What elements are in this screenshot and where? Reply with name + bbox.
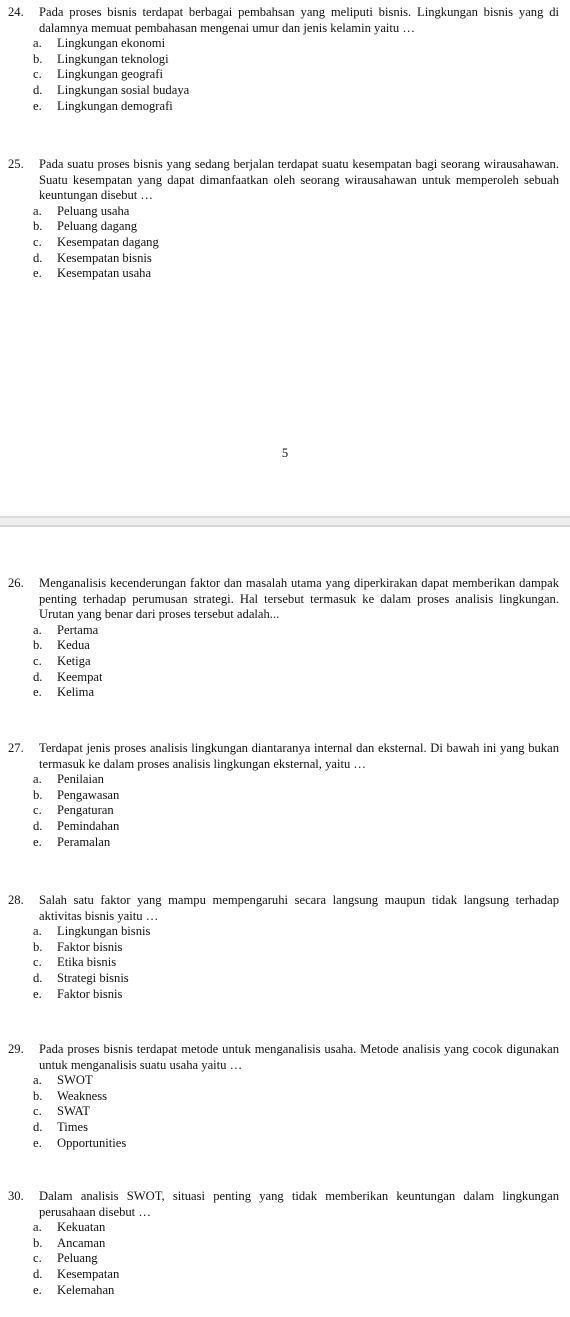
option-item <box>33 788 570 804</box>
option-item <box>33 638 570 654</box>
option-item <box>33 819 570 835</box>
option-list <box>0 623 570 701</box>
option-text: Kedua <box>57 638 90 653</box>
option-letter: e. <box>33 98 42 113</box>
option-letter: d. <box>33 250 43 265</box>
option-item <box>33 1283 570 1299</box>
option-text: Peluang <box>57 1251 98 1266</box>
question-24 <box>0 5 570 114</box>
question-text: Pada proses bisnis terdapat metode untuk menganalisis usaha. Metode analisis yang cocok digunakan untuk menganalisis suatu usaha yaitu … <box>39 1042 559 1072</box>
page-break-divider <box>0 516 570 529</box>
option-letter: b. <box>33 787 43 802</box>
option-item <box>33 67 570 83</box>
option-text: Etika bisnis <box>57 955 117 970</box>
option-text: Pemindahan <box>57 818 120 833</box>
option-letter: a. <box>33 203 42 218</box>
question-text: Salah satu faktor yang mampu mempengaruhi secara langsung maupun tidak langsung terhadap aktivitas bisnis yaitu … <box>39 893 559 923</box>
option-item <box>33 83 570 99</box>
option-letter: c. <box>33 1104 42 1119</box>
option-text: Ketiga <box>57 653 91 668</box>
option-item <box>33 772 570 788</box>
option-text: Peramalan <box>57 834 111 849</box>
option-letter: d. <box>33 1119 43 1134</box>
option-text: Peluang usaha <box>57 203 130 218</box>
option-text: Lingkungan geografi <box>57 67 163 82</box>
option-item <box>33 987 570 1003</box>
question-25 <box>0 157 570 282</box>
question-26 <box>0 576 570 701</box>
option-item <box>33 670 570 686</box>
option-letter: a. <box>33 924 42 939</box>
option-letter: b. <box>33 1235 43 1250</box>
option-item <box>33 1104 570 1120</box>
question-text: Menganalisis kecenderungan faktor dan masalah utama yang diperkirakan dapat memberikan dampak penting terhadap perumusan strategi. Hal tersebut termasuk ke dalam proses analisis lingkungan. Urutan yang benar dari proses tersebut adalah... <box>39 576 559 622</box>
option-text: Opportunities <box>57 1135 127 1150</box>
option-text: Kesempatan bisnis <box>57 250 152 265</box>
option-letter: b. <box>33 1088 43 1103</box>
option-text: Lingkungan ekonomi <box>57 36 166 51</box>
option-text: Weakness <box>57 1088 108 1103</box>
question-29 <box>0 1042 570 1151</box>
option-text: Kelima <box>57 685 95 700</box>
option-letter: c. <box>33 955 42 970</box>
option-letter: b. <box>33 638 43 653</box>
option-item <box>33 1267 570 1283</box>
option-letter: c. <box>33 653 42 668</box>
option-letter: e. <box>33 1282 42 1297</box>
question-30 <box>0 1189 570 1298</box>
option-list <box>0 204 570 282</box>
page-number: 5 <box>281 446 289 460</box>
option-letter: e. <box>33 1135 42 1150</box>
option-letter: c. <box>33 234 42 249</box>
option-letter: d. <box>33 970 43 985</box>
option-letter: a. <box>33 622 42 637</box>
question-number: 29. <box>8 1042 24 1056</box>
option-letter: d. <box>33 818 43 833</box>
option-item <box>33 1120 570 1136</box>
option-item <box>33 803 570 819</box>
option-list <box>0 1073 570 1151</box>
option-item <box>33 99 570 115</box>
option-text: Kelemahan <box>57 1282 115 1297</box>
option-letter: e. <box>33 685 42 700</box>
option-text: Kesempatan dagang <box>57 234 159 249</box>
question-number: 26. <box>8 576 24 590</box>
option-letter: e. <box>33 266 42 281</box>
option-item <box>33 266 570 282</box>
option-list <box>0 36 570 114</box>
option-text: Faktor bisnis <box>57 939 123 954</box>
option-list <box>0 924 570 1002</box>
option-item <box>33 1136 570 1152</box>
option-text: Strategi bisnis <box>57 970 129 985</box>
option-letter: a. <box>33 1073 42 1088</box>
option-text: Peluang dagang <box>57 219 138 234</box>
question-number: 24. <box>8 5 24 19</box>
option-text: Kesempatan <box>57 1266 120 1281</box>
option-letter: b. <box>33 219 43 234</box>
option-item <box>33 251 570 267</box>
option-text: Ancaman <box>57 1235 106 1250</box>
option-text: Kekuatan <box>57 1220 106 1235</box>
question-text: Pada suatu proses bisnis yang sedang berjalan terdapat suatu kesempatan bagi seorang wirausahawan. Suatu kesempatan yang dapat dimanfaatkan oleh seorang wirausahawan untuk memperoleh sebuah keuntungan disebut … <box>39 157 559 203</box>
option-text: SWOT <box>57 1073 93 1088</box>
option-letter: d. <box>33 82 43 97</box>
option-letter: c. <box>33 1251 42 1266</box>
option-text: Pengawasan <box>57 787 120 802</box>
question-number: 28. <box>8 893 24 907</box>
question-number: 27. <box>8 741 24 755</box>
option-text: Pengaturan <box>57 803 114 818</box>
option-letter: d. <box>33 1266 43 1281</box>
option-list <box>0 1220 570 1298</box>
option-item <box>33 219 570 235</box>
option-letter: a. <box>33 772 42 787</box>
question-text: Terdapat jenis proses analisis lingkungan diantaranya internal dan eksternal. Di bawah ini yang bukan termasuk ke dalam proses analisis lingkungan eksternal, yaitu … <box>39 741 559 771</box>
option-text: Times <box>57 1119 89 1134</box>
option-text: Lingkungan demografi <box>57 98 173 113</box>
option-letter: c. <box>33 67 42 82</box>
option-item <box>33 955 570 971</box>
option-text: Keempat <box>57 669 103 684</box>
option-item <box>33 924 570 940</box>
option-item <box>33 1236 570 1252</box>
question-number: 25. <box>8 157 24 171</box>
option-letter: a. <box>33 36 42 51</box>
option-item <box>33 52 570 68</box>
option-text: Faktor bisnis <box>57 986 123 1001</box>
option-text: Lingkungan teknologi <box>57 51 169 66</box>
option-item <box>33 654 570 670</box>
option-letter: c. <box>33 803 42 818</box>
option-letter: e. <box>33 834 42 849</box>
option-item <box>33 623 570 639</box>
option-text: Pertama <box>57 622 99 637</box>
option-text: Kesempatan usaha <box>57 266 152 281</box>
option-item <box>33 204 570 220</box>
option-item <box>33 940 570 956</box>
option-item <box>33 1089 570 1105</box>
option-letter: d. <box>33 669 43 684</box>
option-letter: a. <box>33 1220 42 1235</box>
option-item <box>33 36 570 52</box>
option-letter: b. <box>33 51 43 66</box>
option-text: Penilaian <box>57 772 104 787</box>
option-letter: e. <box>33 986 42 1001</box>
option-text: Lingkungan sosial budaya <box>57 82 190 97</box>
option-item <box>33 685 570 701</box>
option-text: SWAT <box>57 1104 90 1119</box>
option-item <box>33 235 570 251</box>
question-number: 30. <box>8 1189 24 1203</box>
option-item <box>33 971 570 987</box>
question-text: Dalam analisis SWOT, situasi penting yang tidak memberikan keuntungan dalam lingkungan perusahaan disebut … <box>39 1189 559 1219</box>
question-text: Pada proses bisnis terdapat berbagai pembahsan yang meliputi bisnis. Lingkungan bisnis yang di dalamnya memuat pembahasan mengenai umur dan jenis kelamin yaitu … <box>39 5 559 35</box>
option-item <box>33 1251 570 1267</box>
option-item <box>33 1220 570 1236</box>
option-item <box>33 1073 570 1089</box>
question-27 <box>0 741 570 850</box>
option-text: Lingkungan bisnis <box>57 924 151 939</box>
question-28 <box>0 893 570 1002</box>
option-letter: b. <box>33 939 43 954</box>
option-item <box>33 835 570 851</box>
option-list <box>0 772 570 850</box>
